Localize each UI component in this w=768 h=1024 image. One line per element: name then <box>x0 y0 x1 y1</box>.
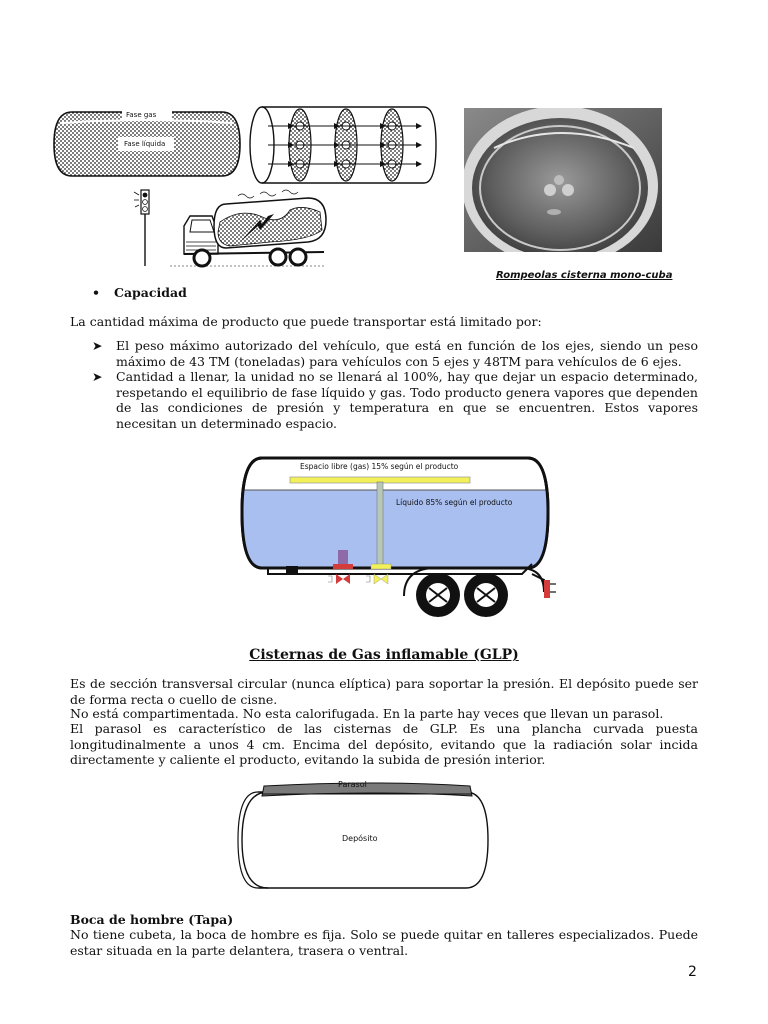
boca-text: No tiene cubeta, la boca de hombre es fija. Solo se puede quitar en talleres especializados. Puede estar situada en la parte delantera, trasera o ventral. <box>70 927 698 958</box>
glp-paragraph-1: Es de sección transversal circular (nunca elíptica) para soportar la presión. El depósito puede ser de forma recta o cuello de cisne. <box>70 676 698 707</box>
capacidad-intro: La cantidad máxima de producto que puede transportar está limitado por: <box>70 314 542 329</box>
breakwater-photo <box>464 108 662 252</box>
deposit-label: Depósito <box>342 834 378 843</box>
capacidad-item-2: ➤ Cantidad a llenar, la unidad no se llenará al 100%, hay que dejar un espacio determinado, respetando el equilibrio de fase líquido y gas. Todo producto genera vapores que dependen de las condiciones de presión y temperatura en que se encuentren. Estos vapores necesitan un determinado espacio. <box>92 369 698 431</box>
free-space-label: Espacio libre (gas) 15% según el producto <box>300 462 459 471</box>
gas-phase-label: Fase gas <box>126 111 157 119</box>
bullet: • <box>92 285 100 300</box>
capacidad-heading: • Capacidad <box>92 285 187 300</box>
braking-truck-figure <box>130 186 330 270</box>
liquid-phase-label: Fase líquida <box>124 140 166 148</box>
breakwater-caption: Rompeolas cisterna mono-cuba <box>496 270 673 281</box>
boca-heading: Boca de hombre (Tapa) <box>70 912 234 927</box>
glp-paragraph-2: No está compartimentada. No esta calorifugada. En la parte hay veces que llevan un parasol. <box>70 706 664 721</box>
liquid-level-label: Líquido 85% según el producto <box>396 498 513 507</box>
page-number: 2 <box>688 964 697 980</box>
parasol-label: Parasol <box>338 780 367 789</box>
glp-section-title: Cisternas de Gas inflamable (GLP) <box>249 647 519 663</box>
capacidad-item-1: ➤ El peso máximo autorizado del vehículo, que está en función de los ejes, siendo un peso máximo de 43 TM (toneladas) para vehículos con 5 ejes y 48TM para vehículos de 6 ejes. <box>92 338 698 369</box>
breakwater-cylinder-figure <box>248 104 438 186</box>
arrow-bullet-icon: ➤ <box>92 369 103 384</box>
glp-tanker-diagram <box>232 452 558 644</box>
glp-paragraph-3: El parasol es característico de las cisternas de GLP. Es una plancha curvada puesta longitudinalmente a unos 4 cm. Encima del depósito, evitando que la radiación solar incida directamente y caliente el producto, evitando la subida de presión interior. <box>70 721 698 768</box>
arrow-bullet-icon: ➤ <box>92 338 103 353</box>
